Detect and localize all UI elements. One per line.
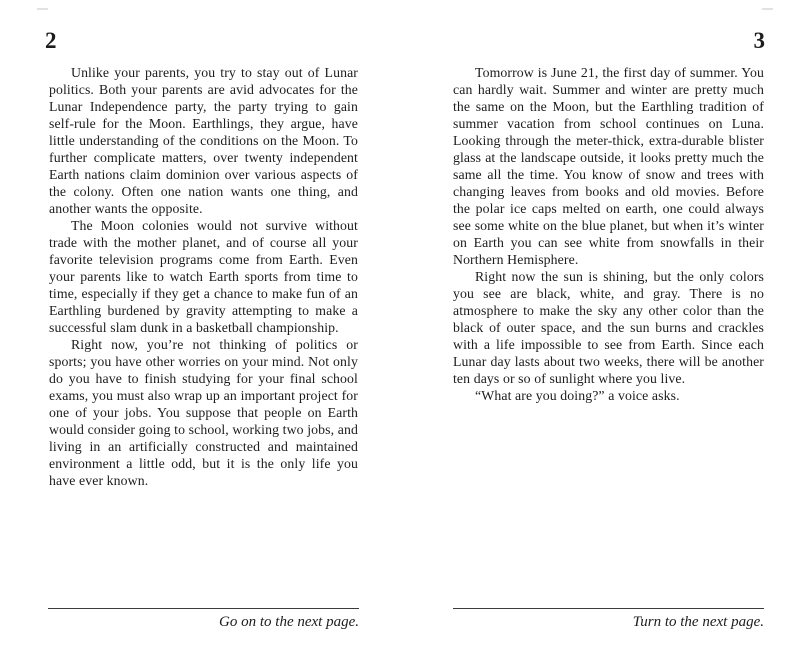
footer-rule-left	[48, 608, 359, 609]
page-edge-mark-left	[37, 8, 48, 10]
paragraph: Right now, you’re not thinking of politics or sports; you have other worries on your mind. Not only do you have to finish studying for your final school exams, you must also wrap up an important project for one of your jobs. You suppose that people on Earth would consider going to school, working two jobs, and living in an artificially constructed and maintained environment a little odd, but it is the only life you have ever known.	[49, 337, 358, 488]
page-left-body	[49, 64, 358, 489]
paragraph: “What are you doing?” a voice asks.	[475, 388, 680, 403]
paragraph: The Moon colonies would not survive without trade with the mother planet, and of course all your favorite television programs come from Earth. Even your parents like to watch Earth sports from time to time, especially if they get a chance to make fun of an Earthling burdened by gravity attempting to make a successful slam dunk in a basketball championship.	[49, 218, 358, 335]
paragraph: Unlike your parents, you try to stay out of Lunar politics. Both your parents are avid advocates for the Lunar Independence party, the party trying to gain self-rule for the Moon. Earthlings, they argue, have little understanding of the conditions on the Moon. To further complicate matters, over twenty independent Earth nations claim dominion over various aspects of the colony. Often one nation wants one thing, and another wants the opposite.	[49, 65, 358, 216]
footer-rule-right	[453, 608, 764, 609]
page-number-right: 3	[753, 28, 765, 53]
footer-instruction-left: Go on to the next page.	[219, 614, 359, 630]
page-edge-mark-right	[762, 8, 773, 10]
page-right-body	[453, 64, 764, 404]
page-number-left: 2	[45, 28, 57, 53]
paragraph: Tomorrow is June 21, the first day of summer. You can hardly wait. Summer and winter are pretty much the same on the Moon, but the Earthling tradition of summer vacation from school continues on Luna. Looking through the meter-thick, extra-durable blister glass at the landscape outside, it looks pretty much the same all the time. You know of snow and trees with changing leaves from books and old movies. Before the polar ice caps melted on earth, one could always see some white on the blue planet, but when it’s winter on Earth you can see white from snowfalls in their Northern Hemisphere.	[453, 65, 764, 267]
footer-instruction-right: Turn to the next page.	[632, 614, 764, 630]
paragraph: Right now the sun is shining, but the only colors you see are black, white, and gray. There is no atmosphere to make the sky any other color than the black of outer space, and the sun burns and crackles with a life impossible to see from Earth. Since each Lunar day lasts about two weeks, there will be another ten days or so of sunlight where you live.	[453, 269, 764, 386]
